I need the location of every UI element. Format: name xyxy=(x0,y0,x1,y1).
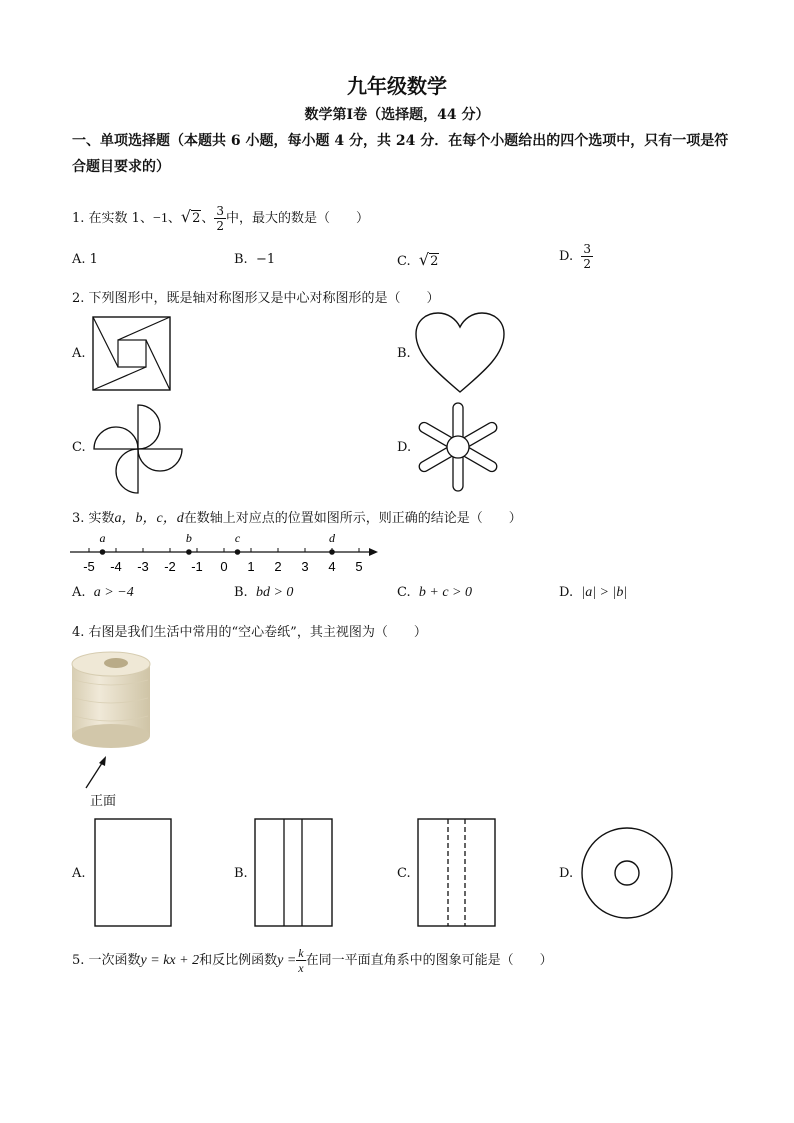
tick-label: -5 xyxy=(83,559,95,574)
question-2: 2. 下列图形中，既是轴对称图形又是中心对称图形的是（ ） xyxy=(72,291,440,306)
tick-label: 5 xyxy=(355,559,363,574)
tick-label: -3 xyxy=(137,559,149,574)
q4-view-a-rectangle xyxy=(94,818,172,928)
q1-sqrt-value: 2 xyxy=(192,211,201,226)
tick-label: 1 xyxy=(247,559,255,574)
q2-figure-pinwheel-square xyxy=(92,316,172,392)
q3-option-d[interactable] xyxy=(559,585,627,601)
q4-view-d-ring xyxy=(580,826,674,920)
tick-label: 3 xyxy=(301,559,309,574)
q1-sqrt: √2 xyxy=(180,207,201,226)
option-value: a > −4 xyxy=(93,585,134,600)
point-label: c xyxy=(234,531,241,545)
page-title: 九年级数学 xyxy=(347,74,447,98)
q1-option-d[interactable] xyxy=(559,242,593,271)
point-a xyxy=(100,549,106,555)
question-3 xyxy=(72,507,522,527)
q3-prefix: 3. 实数 xyxy=(72,511,115,526)
q2-option-c-label[interactable]: C. xyxy=(72,440,86,455)
option-value: 1 xyxy=(89,252,98,267)
tick-label: 4 xyxy=(328,559,336,574)
front-arrow xyxy=(84,754,110,790)
q3-option-b[interactable] xyxy=(234,585,293,601)
q4-option-c-label[interactable]: C. xyxy=(397,866,411,881)
q2-figure-windmill xyxy=(92,403,184,495)
q1-frac-num: 3 xyxy=(216,204,225,218)
option-label: B. xyxy=(234,252,248,267)
q5-suffix: 在同一平面直角系中的图象可能是（ ） xyxy=(305,953,553,968)
frac-den: x xyxy=(298,961,304,975)
q4-option-d-label[interactable]: D. xyxy=(559,866,574,881)
q5-inverse-eq-lhs: y = xyxy=(277,953,297,968)
q3-number-line xyxy=(60,526,390,576)
q2-option-d-label[interactable]: D. xyxy=(397,440,412,455)
q3-vars: a，b，c，d xyxy=(114,511,184,526)
q2-figure-heart xyxy=(414,312,506,394)
q1-frac-den: 2 xyxy=(216,219,225,233)
frac-den: 2 xyxy=(583,257,591,271)
point-d xyxy=(329,549,335,555)
frac-num: 3 xyxy=(583,242,591,256)
q2-figure-flower xyxy=(414,402,502,492)
q4-view-b-solid-lines xyxy=(254,818,334,928)
q1-sep: 、 xyxy=(167,211,181,226)
q1-neg-one: −1 xyxy=(152,211,168,226)
q5-mid: 和反比例函数 xyxy=(199,953,278,968)
section-subtitle: 数学第Ⅰ卷（选择题，44 分） xyxy=(304,107,490,123)
question-5 xyxy=(72,946,553,975)
frac-num: k xyxy=(298,946,304,960)
option-label: A. xyxy=(72,585,86,600)
axis-arrow xyxy=(369,548,378,556)
q5-prefix: 5. 一次函数 xyxy=(72,953,141,968)
section-instructions: 一、单项选择题（本题共 6 小题，每小题 4 分，共 24 分．在每个小题给出的四个选项中，只有一项是符合题目要求的） xyxy=(72,133,729,175)
option-value: bd > 0 xyxy=(255,585,294,600)
q5-linear-eq: y = kx + 2 xyxy=(140,953,200,968)
q5-inverse-fraction xyxy=(296,946,305,975)
tick-label: -1 xyxy=(191,559,203,574)
option-label: C. xyxy=(397,254,411,269)
q2-option-b-label[interactable]: B. xyxy=(397,346,411,361)
front-label: 正面 xyxy=(90,794,117,809)
point-c xyxy=(235,549,241,555)
q3-option-c[interactable] xyxy=(397,585,472,601)
q3-suffix: 在数轴上对应点的位置如图所示，则正确的结论是（ ） xyxy=(183,511,522,526)
option-label: D. xyxy=(559,249,574,264)
option-value: |a| > |b| xyxy=(581,585,628,600)
q1-option-c[interactable]: C. √2 xyxy=(397,250,439,269)
q4-option-a-label[interactable]: A. xyxy=(72,866,86,881)
option-label: D. xyxy=(559,585,574,600)
option-label: C. xyxy=(397,585,411,600)
q4-view-c-dashed-lines xyxy=(417,818,497,928)
point-label: b xyxy=(185,531,192,545)
q3-option-a[interactable] xyxy=(72,585,134,601)
option-label: B. xyxy=(234,585,248,600)
option-value: b + c > 0 xyxy=(418,585,472,600)
q1-suffix: 中，最大的数是（ ） xyxy=(226,211,370,226)
tick-label: -2 xyxy=(164,559,176,574)
option-value: −1 xyxy=(255,252,276,267)
toilet-paper-roll-image xyxy=(70,650,154,750)
option-value: 2 xyxy=(430,254,439,269)
option-label: A. xyxy=(72,252,86,267)
question-4: 4. 右图是我们生活中常用的“空心卷纸”，其主视图为（ ） xyxy=(72,625,427,640)
q1-option-a[interactable] xyxy=(72,252,98,267)
option-fraction xyxy=(581,242,593,271)
point-label: a xyxy=(99,531,106,545)
q1-fraction xyxy=(214,204,226,233)
point-label: d xyxy=(329,531,335,545)
tick-label: 2 xyxy=(274,559,282,574)
question-1 xyxy=(72,204,369,233)
tick-label: 0 xyxy=(220,559,228,574)
q4-option-b-label[interactable]: B. xyxy=(234,866,248,881)
q1-prefix: 1. 在实数 1、 xyxy=(72,211,153,226)
q2-option-a-label[interactable]: A. xyxy=(72,346,86,361)
q1-option-b[interactable] xyxy=(234,252,275,267)
q1-sep: 、 xyxy=(201,211,215,226)
tick-label: -4 xyxy=(110,559,122,574)
point-b xyxy=(186,549,192,555)
